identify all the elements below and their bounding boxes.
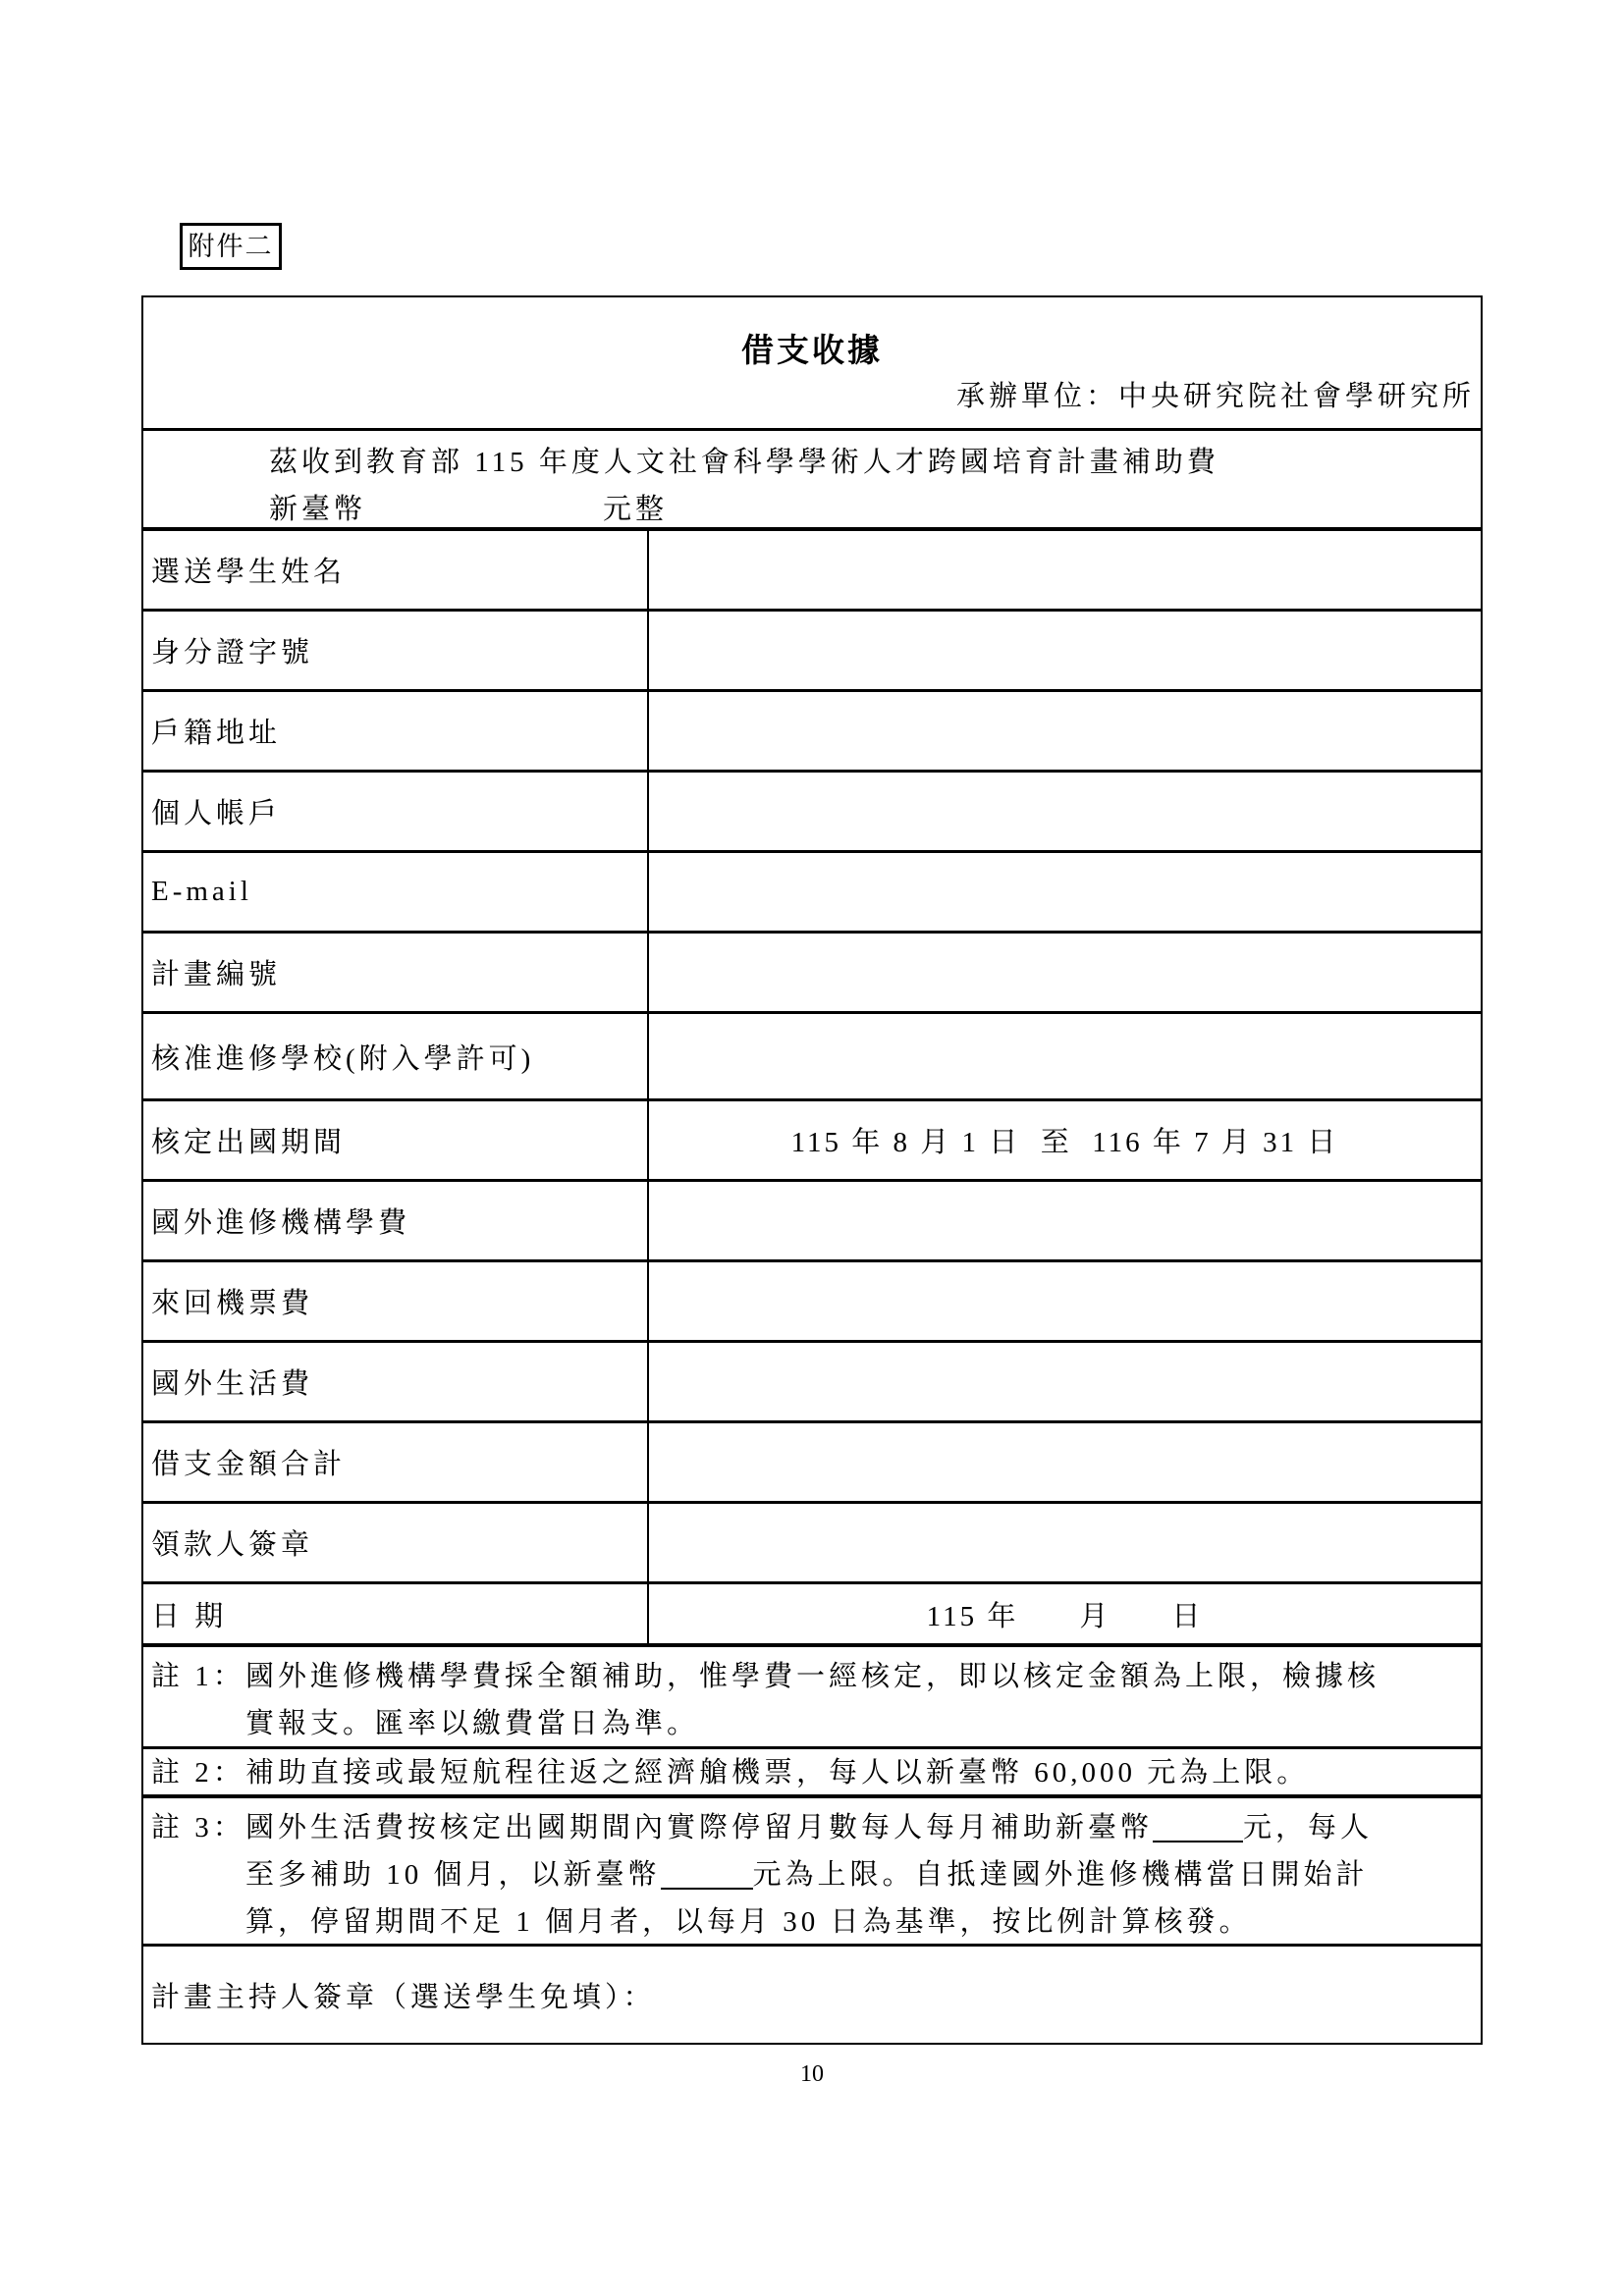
field-label: 國外生活費 [143, 1343, 649, 1420]
note-text: 補助直接或最短航程往返之經濟艙機票，每人以新臺幣 60,000 元為上限。 [245, 1757, 1310, 1789]
field-label: 核准進修學校(附入學許可) [143, 1014, 649, 1098]
approved-period-value: 115 年 8 月 1 日 至 116 年 7 月 31 日 [790, 1127, 1339, 1158]
loan-receipt-form [141, 295, 1483, 2045]
table-row [143, 612, 1481, 692]
table-row [143, 853, 1481, 934]
registered-address-field[interactable] [649, 692, 1481, 770]
note-2 [143, 1749, 1481, 1798]
field-label: 核定出國期間 [143, 1101, 649, 1179]
date-row [143, 1584, 1481, 1647]
note-text: 元，每人 [1243, 1812, 1374, 1843]
table-row [143, 1014, 1481, 1101]
date-year: 115 年 [926, 1600, 1019, 1632]
table-row [143, 773, 1481, 853]
table-row [143, 1262, 1481, 1343]
field-label: 身分證字號 [143, 612, 649, 689]
project-number-field[interactable] [649, 934, 1481, 1011]
note-text: 實報支。匯率以繳費當日為準。 [245, 1708, 700, 1739]
note-prefix: 註 1： [151, 1661, 245, 1692]
living-expense-field[interactable] [649, 1343, 1481, 1420]
tuition-field[interactable] [649, 1182, 1481, 1259]
receipt-statement [143, 431, 1481, 531]
note-text: 至多補助 10 個月，以新臺幣 [245, 1859, 661, 1891]
field-label: 個人帳戶 [143, 773, 649, 850]
table-row [143, 1343, 1481, 1423]
pi-signature-row[interactable] [143, 1947, 1481, 2043]
field-label: 戶籍地址 [143, 692, 649, 770]
note-3 [143, 1798, 1481, 1947]
pi-signature-label: 計畫主持人簽章（選送學生免填）： [151, 1981, 656, 2013]
field-label: 日 期 [143, 1584, 649, 1643]
receipt-statement-text: 茲收到教育部 115 年度人文社會科學學術人才跨國培育計畫補助費 [269, 447, 1219, 478]
currency-label: 新臺幣 [269, 494, 367, 525]
currency-unit: 元整 [603, 494, 669, 525]
form-header [143, 297, 1481, 431]
note-text: 元為上限。自抵達國外進修機構當日開始計 [752, 1859, 1369, 1891]
monthly-allowance-blank[interactable] [1153, 1811, 1243, 1842]
annex-label: 附件二 [180, 223, 282, 270]
note-prefix: 註 3： [151, 1812, 245, 1843]
table-row [143, 1423, 1481, 1504]
note-1 [143, 1647, 1481, 1749]
page-number: 10 [800, 2061, 824, 2087]
table-row [143, 934, 1481, 1014]
note-prefix: 註 2： [151, 1757, 245, 1789]
table-row [143, 692, 1481, 773]
max-allowance-blank[interactable] [661, 1858, 753, 1890]
email-field[interactable] [649, 853, 1481, 931]
id-number-field[interactable] [649, 612, 1481, 689]
airfare-field[interactable] [649, 1262, 1481, 1340]
field-label: 選送學生姓名 [143, 531, 649, 609]
field-label: 領款人簽章 [143, 1504, 649, 1581]
table-row [143, 1101, 1481, 1182]
note-text: 國外生活費按核定出國期間內實際停留月數每人每月補助新臺幣 [245, 1812, 1154, 1843]
approved-school-field[interactable] [649, 1014, 1481, 1098]
table-row [143, 531, 1481, 612]
date-day: 日 [1171, 1600, 1204, 1632]
recipient-signature-field[interactable] [649, 1504, 1481, 1581]
bank-account-field[interactable] [649, 773, 1481, 850]
date-month: 月 [1079, 1600, 1111, 1632]
table-row [143, 1182, 1481, 1262]
field-label: 國外進修機構學費 [143, 1182, 649, 1259]
field-label: E-mail [143, 853, 649, 931]
form-title: 借支收據 [741, 334, 883, 369]
amount-line [269, 487, 669, 527]
table-row [143, 1504, 1481, 1584]
field-label: 來回機票費 [143, 1262, 649, 1340]
field-label: 借支金額合計 [143, 1423, 649, 1501]
student-name-field[interactable] [649, 531, 1481, 609]
date-field[interactable] [649, 1584, 1481, 1643]
note-text: 國外進修機構學費採全額補助，惟學費一經核定，即以核定金額為上限，檢據核 [245, 1661, 1380, 1692]
organizer-text: 承辦單位：中央研究院社會學研究所 [955, 381, 1475, 412]
note-text: 算，停留期間不足 1 個月者，以每月 30 日為基準，按比例計算核發。 [245, 1906, 1252, 1938]
total-amount-field[interactable] [649, 1423, 1481, 1501]
field-label: 計畫編號 [143, 934, 649, 1011]
